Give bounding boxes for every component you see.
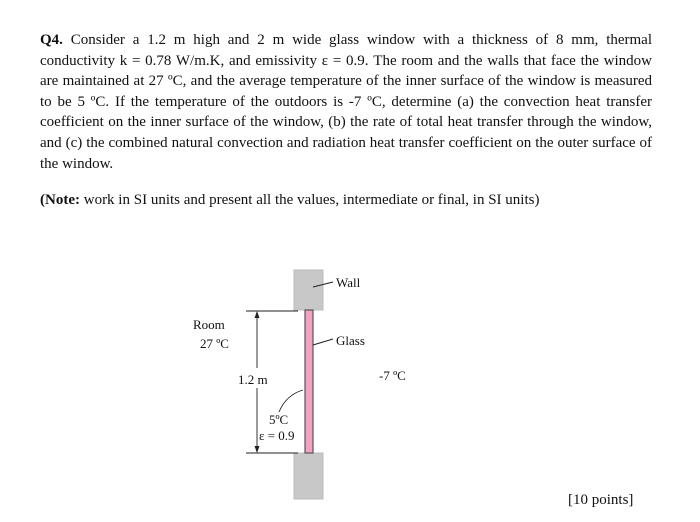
height-label: 1.2 m	[238, 372, 268, 387]
wall-bottom-block	[294, 453, 323, 499]
question-number: Q4.	[40, 32, 63, 48]
question-text: Consider a 1.2 m high and 2 m wide glass window with a thickness of 8 mm, thermal conductivity k = 0.78 W/m.K, and emissivity ε = 0.9. The room and the walls that face the window are maintained at 27 ºC, and the average temperature of the inner surface of the window is measured to be 5 ºC. If the temperature of the outdoors is -7 ºC, determine (a) the convection heat transfer coefficient on the inner surface of the window, (b) the rate of total heat transfer through the window, and (c) the combined natural convection and radiation heat transfer coefficient on the outer surface of the window.	[40, 32, 653, 172]
wall-top-block	[294, 270, 323, 310]
wall-label: Wall	[336, 275, 361, 290]
height-dim-arrow-up	[255, 311, 260, 318]
glass-pane	[305, 310, 313, 453]
note-label: Note:	[45, 192, 80, 208]
glass-pointer-line	[313, 339, 333, 345]
points-label: [10 points]	[568, 492, 634, 508]
surface-temp-label: 5ºC	[269, 412, 289, 427]
surface-temp-pointer	[279, 390, 303, 412]
outdoor-temp-label: -7 ºC	[379, 368, 406, 383]
note-text: work in SI units and present all the values, intermediate or final, in SI units)	[79, 192, 540, 208]
note-open-paren: (	[40, 192, 45, 208]
emissivity-label: ε = 0.9	[259, 428, 295, 443]
room-label: Room	[193, 317, 225, 332]
height-dim-arrow-down	[255, 446, 260, 453]
glass-label: Glass	[336, 333, 365, 348]
room-temp-label: 27 ºC	[200, 336, 229, 351]
